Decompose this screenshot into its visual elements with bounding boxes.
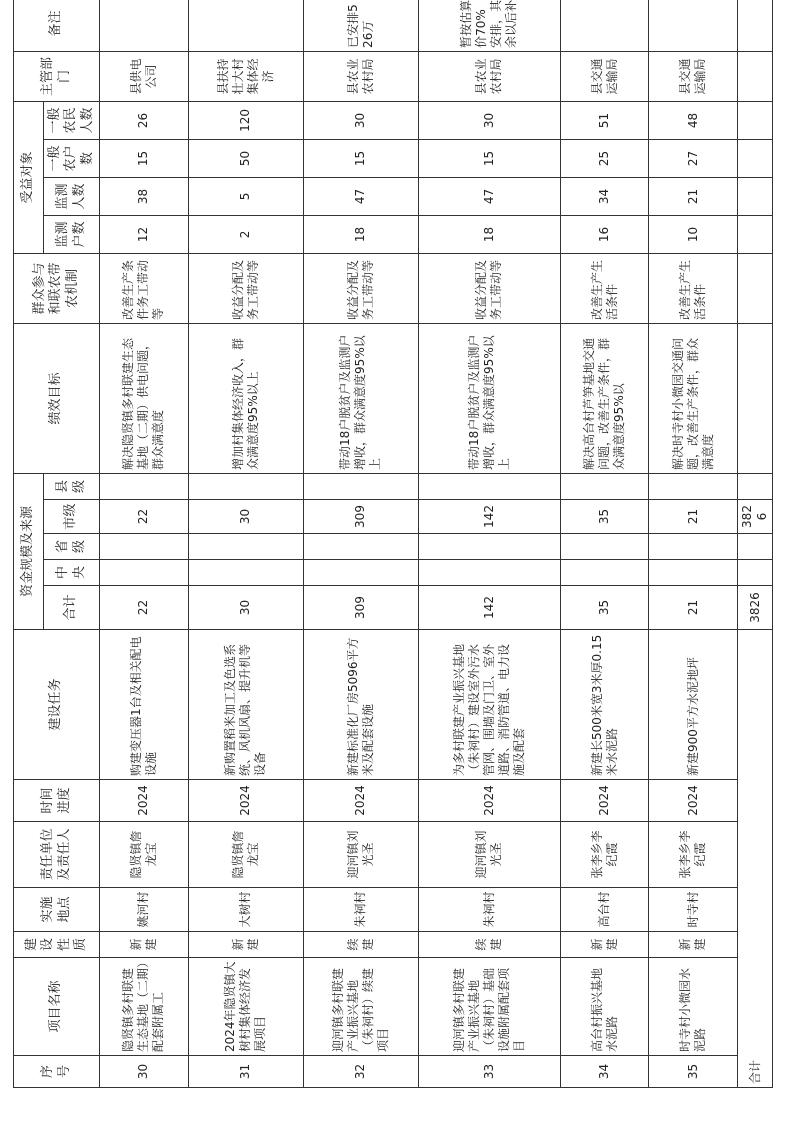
row-task: 新建标准化厂房5096平方米及配套设施	[303, 630, 418, 780]
row-mechanism: 收益分配及务工带动等	[188, 253, 303, 323]
row-monitor-people: 34	[560, 177, 649, 215]
row-project-name: 2024年隐贤镇大树村集体经济发展项目	[188, 958, 303, 1056]
row-general-households: 15	[418, 139, 560, 177]
row-dept: 县扶持壮大村集体经济	[188, 51, 303, 101]
row-seq: 35	[649, 1056, 738, 1088]
total-funds: 3826	[738, 586, 773, 630]
row-goal: 增加村集体经济收入，群众满意度95%以上	[188, 323, 303, 473]
table-row	[649, 0, 738, 1088]
row-funds-city: 35	[560, 500, 649, 534]
row-funds-county	[303, 473, 418, 499]
row-monitor-households: 12	[100, 215, 189, 253]
row-funds-city: 21	[649, 500, 738, 534]
row-funds-province	[418, 534, 560, 560]
row-location: 时寺村	[649, 888, 738, 932]
row-responsible: 迎河镇刘光圣	[418, 822, 560, 888]
row-funds-total: 21	[649, 586, 738, 630]
project-table	[13, 0, 773, 1088]
row-task: 新建长500米宽3米厚0.15米水泥路	[560, 630, 649, 780]
row-monitor-people: 47	[418, 177, 560, 215]
header-monitor-people: 监测人数	[44, 177, 100, 215]
row-funds-province	[100, 534, 189, 560]
row-location: 姚河村	[100, 888, 189, 932]
row-funds-province	[649, 534, 738, 560]
row-goal: 带动18户脱贫户及监测户增收，群众满意度95%以上	[303, 323, 418, 473]
row-remark	[560, 0, 649, 51]
total-empty	[738, 0, 773, 51]
row-responsible: 隐贤镇詹龙宝	[188, 822, 303, 888]
row-monitor-people: 5	[188, 177, 303, 215]
total-empty	[738, 177, 773, 215]
row-funds-central	[303, 560, 418, 586]
header-responsible: 责任单位及责任人	[14, 822, 100, 888]
row-schedule: 2024	[560, 780, 649, 822]
row-location: 大树村	[188, 888, 303, 932]
total-empty	[738, 323, 773, 473]
row-goal: 解决时寺村小微园交通问题，改善生产条件，群众满意度	[649, 323, 738, 473]
row-goal: 解决高台村芦笋基地交通问题，改善生产条件，群众满意度95%以	[560, 323, 649, 473]
row-mechanism: 改善生产生活条件	[560, 253, 649, 323]
table-row	[560, 0, 649, 1088]
header-schedule: 时间进度	[14, 780, 100, 822]
row-goal: 解决隐贤镇多村联建生态基地（二期）供电问题，群众满意度	[100, 323, 189, 473]
header-seq: 序号	[14, 1056, 100, 1088]
row-project-name: 迎河镇多村联建产业振兴基地（朱祠村）基础设施附属配套项目	[418, 958, 560, 1056]
row-nature: 新建	[100, 932, 189, 958]
row-schedule: 2024	[188, 780, 303, 822]
header-monitor-households: 监测户数	[44, 215, 100, 253]
row-nature: 新建	[649, 932, 738, 958]
row-funds-county	[100, 473, 189, 499]
header-funds-city: 市级	[44, 500, 100, 534]
row-project-name: 高台村振兴基地水泥路	[560, 958, 649, 1056]
header-funds-county: 县级	[44, 473, 100, 499]
row-task: 购建变压器1台及相关配电设施	[100, 630, 189, 780]
row-funds-total: 142	[418, 586, 560, 630]
row-nature: 新建	[188, 932, 303, 958]
row-general-households: 27	[649, 139, 738, 177]
row-seq: 32	[303, 1056, 418, 1088]
row-responsible: 隐贤镇詹龙宝	[100, 822, 189, 888]
header-funds-central: 中央	[44, 560, 100, 586]
row-location: 高台村	[560, 888, 649, 932]
header-general-people: 一般农民人数	[44, 101, 100, 139]
total-province	[738, 534, 773, 560]
total-empty	[738, 215, 773, 253]
row-funds-total: 30	[188, 586, 303, 630]
row-task: 为多村联建产业振兴基地（朱祠村）建设室外污水管网、围墙及门卫、室外道路、消防管道、电力设施及配套	[418, 630, 560, 780]
row-schedule: 2024	[100, 780, 189, 822]
row-schedule: 2024	[418, 780, 560, 822]
header-dept: 主管部门	[14, 51, 100, 101]
header-beneficiaries-group: 受益对象	[14, 101, 44, 253]
header-funds-province: 省级	[44, 534, 100, 560]
row-project-name: 时寺村小微园水泥路	[649, 958, 738, 1056]
row-seq: 33	[418, 1056, 560, 1088]
row-project-name: 迎河镇多村联建产业振兴基地（朱祠村）续建项目	[303, 958, 418, 1056]
row-seq: 34	[560, 1056, 649, 1088]
table-row	[418, 0, 560, 1088]
row-monitor-households: 16	[560, 215, 649, 253]
row-general-people: 51	[560, 101, 649, 139]
row-dept: 县农业农村局	[303, 51, 418, 101]
row-general-households: 15	[100, 139, 189, 177]
row-monitor-households: 10	[649, 215, 738, 253]
row-dept: 县交通运输局	[560, 51, 649, 101]
header-name: 项目名称	[14, 958, 100, 1056]
row-nature: 续建	[303, 932, 418, 958]
row-funds-central	[418, 560, 560, 586]
row-dept: 县交通运输局	[649, 51, 738, 101]
row-monitor-people: 38	[100, 177, 189, 215]
row-general-households: 25	[560, 139, 649, 177]
row-mechanism: 改善生产生活条件	[649, 253, 738, 323]
row-goal: 带动18户脱贫户及监测户增收，群众满意度95%以上	[418, 323, 560, 473]
row-funds-county	[560, 473, 649, 499]
header-nature: 建设性质	[14, 932, 100, 958]
header-mechanism: 群众参与和联农带农机制	[14, 253, 100, 323]
total-empty	[738, 101, 773, 139]
header-task: 建设任务	[14, 630, 100, 780]
table-row	[188, 0, 303, 1088]
row-remark	[188, 0, 303, 51]
row-location: 朱祠村	[418, 888, 560, 932]
row-funds-city: 142	[418, 500, 560, 534]
row-general-households: 15	[303, 139, 418, 177]
row-general-people: 120	[188, 101, 303, 139]
row-responsible: 张李乡李纪霞	[560, 822, 649, 888]
row-schedule: 2024	[303, 780, 418, 822]
header-general-households: 一般农户数	[44, 139, 100, 177]
total-county	[738, 473, 773, 499]
row-general-people: 48	[649, 101, 738, 139]
row-schedule: 2024	[649, 780, 738, 822]
row-nature: 新建	[560, 932, 649, 958]
row-funds-total: 309	[303, 586, 418, 630]
total-empty	[738, 51, 773, 101]
row-mechanism: 改善生产条件务工带动等	[100, 253, 189, 323]
row-monitor-households: 2	[188, 215, 303, 253]
row-mechanism: 收益分配及务工带动等	[303, 253, 418, 323]
row-remark: 已安排526万	[303, 0, 418, 51]
header-remark: 备注	[14, 0, 100, 51]
row-general-households: 50	[188, 139, 303, 177]
row-general-people: 30	[418, 101, 560, 139]
row-funds-county	[188, 473, 303, 499]
row-responsible: 迎河镇刘光圣	[303, 822, 418, 888]
row-funds-county	[649, 473, 738, 499]
total-empty	[738, 253, 773, 323]
header-funds-total: 合计	[44, 586, 100, 630]
row-funds-province	[303, 534, 418, 560]
row-monitor-people: 21	[649, 177, 738, 215]
row-monitor-households: 18	[418, 215, 560, 253]
header-funds-group: 资金规模及来源	[14, 473, 44, 629]
row-seq: 30	[100, 1056, 189, 1088]
total-city: 3826	[738, 500, 773, 534]
row-dept: 县供电公司	[100, 51, 189, 101]
row-task: 新购置稻米加工及色选系统、风机风扇、提升机等设备	[188, 630, 303, 780]
table-row	[303, 0, 418, 1088]
total-label: 合计	[738, 630, 773, 1088]
row-responsible: 张李乡李纪霞	[649, 822, 738, 888]
row-remark: 暂按估算价70%安排，其余以后补	[418, 0, 560, 51]
row-task: 新建900平方水泥地坪	[649, 630, 738, 780]
total-central	[738, 560, 773, 586]
total-row	[738, 0, 773, 1088]
row-funds-county	[418, 473, 560, 499]
row-funds-city: 309	[303, 500, 418, 534]
row-seq: 31	[188, 1056, 303, 1088]
row-funds-total: 35	[560, 586, 649, 630]
table-row	[100, 0, 189, 1088]
header-location: 实施地点	[14, 888, 100, 932]
row-project-name: 隐贤镇多村联建生态基地（二期）配套附属工	[100, 958, 189, 1056]
row-funds-central	[560, 560, 649, 586]
row-funds-city: 30	[188, 500, 303, 534]
row-general-people: 30	[303, 101, 418, 139]
row-funds-province	[560, 534, 649, 560]
rotated-table-wrapper	[13, 0, 775, 1088]
header-goal: 绩效目标	[14, 323, 100, 473]
row-monitor-people: 47	[303, 177, 418, 215]
row-funds-province	[188, 534, 303, 560]
row-funds-central	[188, 560, 303, 586]
row-funds-central	[100, 560, 189, 586]
row-general-people: 26	[100, 101, 189, 139]
row-dept: 县农业农村局	[418, 51, 560, 101]
row-funds-city: 22	[100, 500, 189, 534]
row-remark	[649, 0, 738, 51]
row-monitor-households: 18	[303, 215, 418, 253]
total-empty	[738, 139, 773, 177]
row-funds-total: 22	[100, 586, 189, 630]
row-funds-central	[649, 560, 738, 586]
row-location: 朱祠村	[303, 888, 418, 932]
row-remark	[100, 0, 189, 51]
row-nature: 续建	[418, 932, 560, 958]
row-mechanism: 收益分配及务工带动等	[418, 253, 560, 323]
